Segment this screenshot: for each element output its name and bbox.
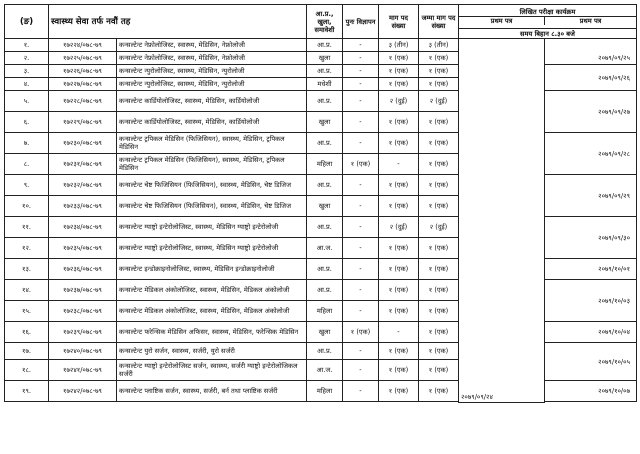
row-sn: ३. <box>5 65 49 78</box>
row-total: २ (दुई) <box>419 217 459 238</box>
row-re-ad: - <box>343 238 379 259</box>
row-demand: १ (एक) <box>379 52 419 65</box>
row-re-ad: - <box>343 280 379 301</box>
row-demand: २ (दुई) <box>379 91 419 112</box>
row-sn: १३. <box>5 259 49 280</box>
row-ad-number: १७२३०/०७८-७९ <box>49 133 117 154</box>
row-re-ad: - <box>343 259 379 280</box>
row-post: कन्सल्टेन्ट न्युरोलोजिस्ट, स्वास्थ्य, मेडिसिन, न्युरोलोजी <box>117 65 307 78</box>
row-post: कन्सल्टेन्ट मेडिकल अंकोलोजिस्ट, स्वास्थ्य, मेडिसिन, मेडिकल अंकोलोजी <box>117 301 307 322</box>
row-total: १ (एक) <box>419 322 459 343</box>
row-sn: १७. <box>5 343 49 360</box>
row-total: १ (एक) <box>419 133 459 154</box>
row-post: कन्सल्टेन्ट प्लाष्टिक सर्जन, स्वास्थ्य, सर्जरी, बर्न तथा प्लाष्टिक सर्जरी <box>117 381 307 402</box>
row-total: १ (एक) <box>419 238 459 259</box>
row-demand: २ (दुई) <box>379 217 419 238</box>
row-re-ad: - <box>343 91 379 112</box>
row-sn: ११. <box>5 217 49 238</box>
row-total: १ (एक) <box>419 154 459 175</box>
exam-date-paper1 <box>459 39 545 403</box>
row-quota-type: मधेशी <box>307 78 343 91</box>
row-demand: १ (एक) <box>379 133 419 154</box>
row-quota-type: महिला <box>307 154 343 175</box>
row-re-ad: - <box>343 301 379 322</box>
row-sn: ५. <box>5 91 49 112</box>
exam-date: २०७९/०९/३० <box>545 217 637 259</box>
exam-date: २०७९/१०/०७ <box>545 381 637 402</box>
row-quota-type: महिला <box>307 381 343 402</box>
row-demand: - <box>379 154 419 175</box>
row-ad-number: १७२३८/०७८-७९ <box>49 301 117 322</box>
row-total: १ (एक) <box>419 381 459 402</box>
row-demand: १ (एक) <box>379 65 419 78</box>
row-ad-number: १७२२८/०७८-७९ <box>49 91 117 112</box>
row-post: कन्सल्टेन्ट ट्रपिकल मेडिसिन (फिजिसियन), स्वास्थ्य, मेडिसिन, ट्रपिकल मेडिसिन <box>117 133 307 154</box>
row-quota-type: आ.प्र. <box>307 133 343 154</box>
exam-date: २०७९/०९/२५ <box>545 39 637 65</box>
exam-date: २०७९/१०/०५ <box>545 343 637 381</box>
row-quota-type: महिला <box>307 301 343 322</box>
row-re-ad: १ (एक) <box>343 154 379 175</box>
row-quota-type: खुला <box>307 196 343 217</box>
row-ad-number: १७२२७/०७८-७९ <box>49 78 117 91</box>
row-quota-type: आ.ज. <box>307 360 343 381</box>
section-title: स्वास्थ्य सेवा तर्फ नवौं तह <box>49 5 307 39</box>
row-total: १ (एक) <box>419 112 459 133</box>
row-sn: ८. <box>5 154 49 175</box>
row-re-ad: - <box>343 381 379 402</box>
row-demand: १ (एक) <box>379 301 419 322</box>
header-written-exam <box>459 5 637 29</box>
exam-date: २०७९/१०/०१ <box>545 259 637 280</box>
row-total: १ (एक) <box>419 360 459 381</box>
row-demand: १ (एक) <box>379 78 419 91</box>
row-ad-number: १७२३७/०७८-७९ <box>49 280 117 301</box>
row-re-ad: - <box>343 65 379 78</box>
row-quota-type: आ.प्र. <box>307 343 343 360</box>
row-post: कन्सल्टेन्ट ग्याष्ट्रो इन्टेरोलोजिस्ट, स्वास्थ्य, मेडिसिन ग्याष्ट्रो इन्टेरोलोजी <box>117 238 307 259</box>
row-sn: १६. <box>5 322 49 343</box>
row-demand: १ (एक) <box>379 343 419 360</box>
row-re-ad: - <box>343 39 379 52</box>
row-total: १ (एक) <box>419 343 459 360</box>
row-re-ad: - <box>343 133 379 154</box>
row-sn: १८. <box>5 360 49 381</box>
row-sn: १४. <box>5 280 49 301</box>
row-sn: १०. <box>5 196 49 217</box>
row-total: १ (एक) <box>419 196 459 217</box>
row-ad-number: १७२३६/०७८-७९ <box>49 259 117 280</box>
row-post: कन्सल्टेन्ट इन्डोक्राइनोलोजिस्ट, स्वास्थ्य, मेडिसिन इन्डोक्राइनोलोजी <box>117 259 307 280</box>
row-post: कन्सल्टेन्ट फरेन्सिक मेडिसिन अफिसर, स्वास्थ्य, मेडिसिन, फरेन्सिक मेडिसिन <box>117 322 307 343</box>
row-re-ad: - <box>343 217 379 238</box>
row-demand: १ (एक) <box>379 196 419 217</box>
row-sn: १२. <box>5 238 49 259</box>
row-demand: १ (एक) <box>379 259 419 280</box>
row-post: कन्सल्टेन्ट नेफ्रोलोजिस्ट, स्वास्थ्य, मेडिसिन, नेफ्रोलोजी <box>117 39 307 52</box>
exam-date: २०७९/१०/०३ <box>545 280 637 322</box>
row-re-ad: - <box>343 175 379 196</box>
header-total-count: जम्मा माग पद संख्या <box>419 5 459 39</box>
row-quota-type: आ.प्र. <box>307 217 343 238</box>
row-quota-type: खुला <box>307 52 343 65</box>
row-ad-number: १७२३१/०७८-७९ <box>49 154 117 175</box>
row-demand: ३ (तीन) <box>379 39 419 52</box>
row-post: कन्सल्टेन्ट चेष्ट फिजिसियन (फिजिसियन), स्वास्थ्य, मेडिसिन, चेष्ट डिजिज <box>117 175 307 196</box>
row-re-ad: - <box>343 360 379 381</box>
exam-date: २०७९/०९/२७ <box>545 91 637 133</box>
row-post: कन्सल्टेन्ट ग्याष्ट्रो इन्टेरोलोजिस्ट, स्वास्थ्य, मेडिसिन ग्याष्ट्रो इन्टेरोलोजी <box>117 217 307 238</box>
row-ad-number: १७२२९/०७८-७९ <box>49 112 117 133</box>
written-exam-label: लिखित परीक्षा कार्यक्रम <box>519 8 576 16</box>
row-post: कन्सल्टेन्ट ट्रपिकल मेडिसिन (फिजिसियन), स्वास्थ्य, मेडिसिन, ट्रपिकल मेडिसिन <box>117 154 307 175</box>
paper1-label: प्रथम पत्र <box>459 17 545 25</box>
row-demand: १ (एक) <box>379 112 419 133</box>
row-post: कन्सल्टेन्ट न्युरोलोजिस्ट, स्वास्थ्य, मेडिसिन, न्युरोलोजी <box>117 78 307 91</box>
row-ad-number: १७२३९/०७८-७९ <box>49 322 117 343</box>
header-sn: (ङ) <box>5 5 49 39</box>
row-quota-type: आ.प्र. <box>307 175 343 196</box>
row-quota-type: खुला <box>307 112 343 133</box>
row-quota-type: आ.प्र. <box>307 280 343 301</box>
header-row <box>5 5 637 29</box>
row-demand: १ (एक) <box>379 280 419 301</box>
row-quota-type: आ.प्र. <box>307 39 343 52</box>
row-total: १ (एक) <box>419 280 459 301</box>
header-demand-count: माग पद संख्या <box>379 5 419 39</box>
exam-time: समय बिहान ८.३० बजे <box>459 29 637 39</box>
row-ad-number: १७२३५/०७८-७९ <box>49 238 117 259</box>
row-total: १ (एक) <box>419 78 459 91</box>
exam-schedule-table <box>4 4 637 403</box>
paper2-label: प्रथम पत्र <box>579 17 602 25</box>
row-post: कन्सल्टेन्ट कार्डियोलोजिस्ट, स्वास्थ्य, मेडिसिन, कार्डियोलोजी <box>117 91 307 112</box>
row-total: १ (एक) <box>419 65 459 78</box>
row-demand: १ (एक) <box>379 381 419 402</box>
row-ad-number: १७२४०/०७८-७९ <box>49 343 117 360</box>
exam-date: २०७९/०९/२८ <box>545 133 637 175</box>
header-quota-type: आ.प्र., खुला, समावेशी <box>307 5 343 39</box>
row-quota-type: आ.ज. <box>307 238 343 259</box>
exam-date-paper1-text: २०७९/०९/२४ <box>461 392 493 401</box>
row-quota-type: आ.प्र. <box>307 259 343 280</box>
table-row <box>5 39 637 52</box>
row-ad-number: १७२३२/०७८-७९ <box>49 175 117 196</box>
exam-date: २०७९/०९/२६ <box>545 65 637 91</box>
row-demand: १ (एक) <box>379 360 419 381</box>
spacer <box>545 402 637 403</box>
row-demand: १ (एक) <box>379 238 419 259</box>
row-quota-type: आ.प्र. <box>307 91 343 112</box>
row-total: १ (एक) <box>419 301 459 322</box>
row-demand: - <box>379 322 419 343</box>
row-re-ad: - <box>343 52 379 65</box>
row-re-ad: - <box>343 78 379 91</box>
paper-labels <box>459 16 636 25</box>
row-ad-number: १७२२५/०७८-७९ <box>49 52 117 65</box>
spacer <box>5 402 459 403</box>
row-post: कन्सल्टेन्ट ग्याष्ट्रो इन्टेरोलोजिस्ट सर्जन, स्वास्थ्य, सर्जरी ग्याष्ट्रो इन्टेरोलोजिकल सर्जरी <box>117 360 307 381</box>
header-re-advertisement: पुनः विज्ञापन <box>343 5 379 39</box>
row-ad-number: १७२२६/०७८-७९ <box>49 65 117 78</box>
row-post: कन्सल्टेन्ट चेष्ट फिजिसियन (फिजिसियन), स्वास्थ्य, मेडिसिन, चेष्ट डिजिज <box>117 196 307 217</box>
exam-date: २०७९/१०/०४ <box>545 322 637 343</box>
row-re-ad: - <box>343 112 379 133</box>
row-sn: ७. <box>5 133 49 154</box>
row-sn: ४. <box>5 78 49 91</box>
row-quota-type: खुला <box>307 322 343 343</box>
row-post: कन्सल्टेन्ट कार्डियोलोजिस्ट, स्वास्थ्य, मेडिसिन, कार्डियोलोजी <box>117 112 307 133</box>
row-post: कन्सल्टेन्ट मेडिकल अंकोलोजिस्ट, स्वास्थ्य, मेडिसिन, मेडिकल अंकोलोजी <box>117 280 307 301</box>
row-total: २ (दुई) <box>419 91 459 112</box>
row-quota-type: आ.प्र. <box>307 65 343 78</box>
row-re-ad: - <box>343 343 379 360</box>
row-demand: १ (एक) <box>379 175 419 196</box>
row-sn: ६. <box>5 112 49 133</box>
exam-date: २०७९/०९/२९ <box>545 175 637 217</box>
row-total: १ (एक) <box>419 259 459 280</box>
row-total: ३ (तीन) <box>419 39 459 52</box>
row-ad-number: १७२४१/०७८-७९ <box>49 360 117 381</box>
row-ad-number: १७२३४/०७८-७९ <box>49 217 117 238</box>
row-post: कन्सल्टेन्ट नेफ्रोलोजिस्ट, स्वास्थ्य, मेडिसिन, नेफ्रोलोजी <box>117 52 307 65</box>
row-total: १ (एक) <box>419 175 459 196</box>
row-post: कन्सल्टेन्ट युरो सर्जन, स्वास्थ्य, सर्जरी, युरो सर्जरी <box>117 343 307 360</box>
row-sn: १९. <box>5 381 49 402</box>
row-total: १ (एक) <box>419 52 459 65</box>
row-sn: १. <box>5 39 49 52</box>
row-ad-number: १७२२४/०७८-७९ <box>49 39 117 52</box>
row-sn: ९. <box>5 175 49 196</box>
row-re-ad: - <box>343 196 379 217</box>
row-sn: १५. <box>5 301 49 322</box>
row-ad-number: १७२४२/०७८-७९ <box>49 381 117 402</box>
row-sn: २. <box>5 52 49 65</box>
row-re-ad: १ (एक) <box>343 322 379 343</box>
row-ad-number: १७२३३/०७८-७९ <box>49 196 117 217</box>
